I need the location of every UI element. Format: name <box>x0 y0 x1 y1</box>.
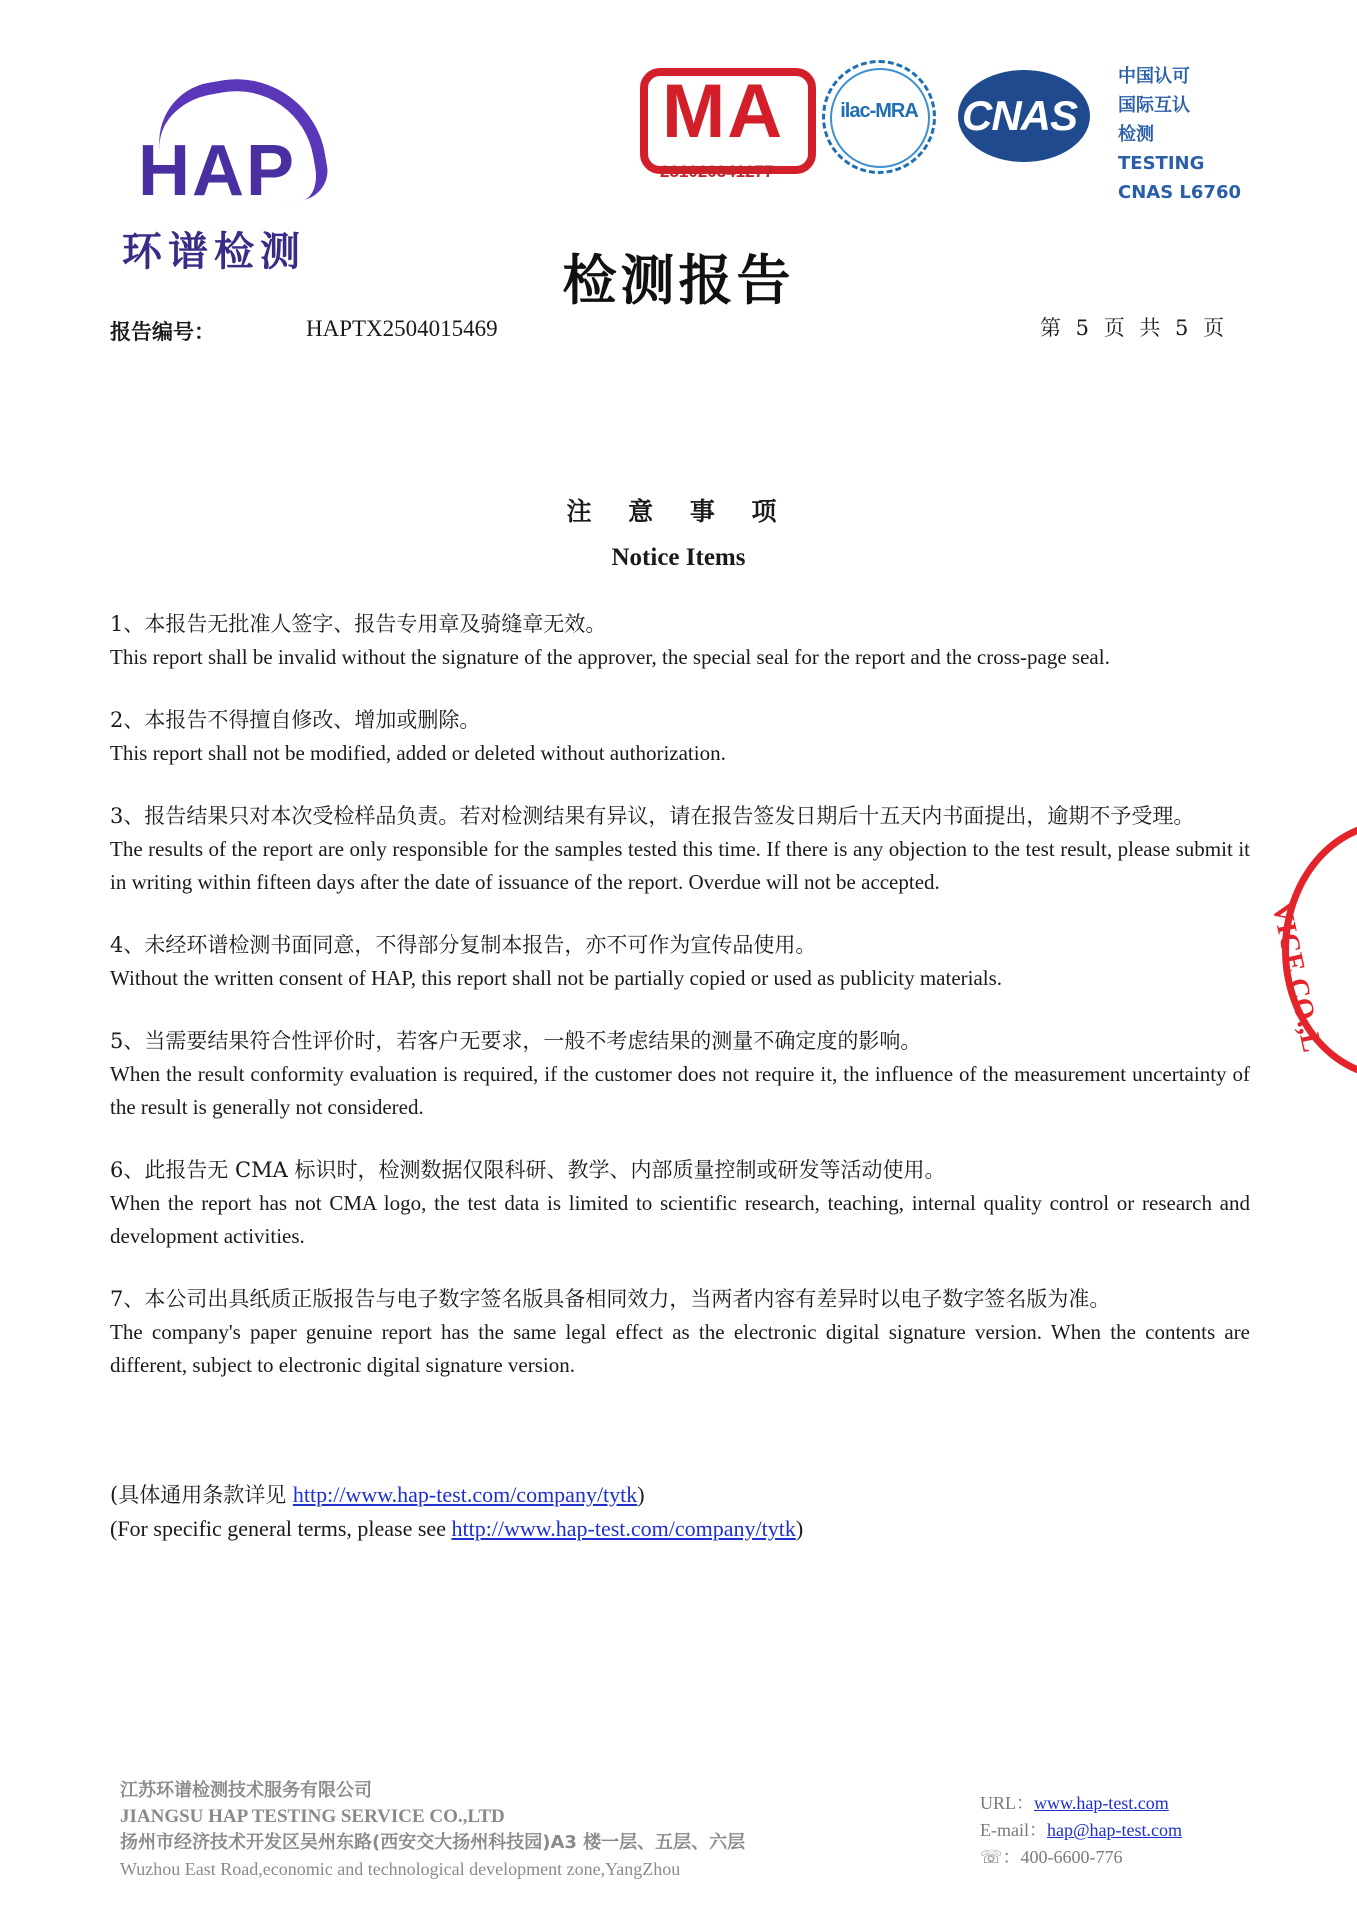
footer-phone-value: 400-6600-776 <box>1020 1847 1123 1867</box>
notice-item-en: When the report has not CMA logo, the test data is limited to scientific research, teaching, internal quality control or research and development activities. <box>110 1191 1250 1248</box>
notice-item-zh: 5、当需要结果符合性评价时，若客户无要求，一般不考虑结果的测量不确定度的影响。 <box>110 1029 922 1053</box>
notice-item-zh: 1、本报告无批准人签字、报告专用章及骑缝章无效。 <box>110 612 607 636</box>
notice-item <box>110 800 1250 899</box>
hap-logo-text: HAP <box>138 131 297 211</box>
footer-email-label: E-mail： <box>980 1820 1047 1840</box>
terms-suffix: ) <box>637 1482 645 1507</box>
notice-item <box>110 608 1250 674</box>
notice-item <box>110 704 1250 770</box>
footer-company-en: JIANGSU HAP TESTING SERVICE CO.,LTD <box>120 1806 505 1827</box>
seal-text: VICE CO.,L <box>1265 900 1328 1055</box>
notice-item <box>110 1283 1250 1382</box>
footer-url-label: URL： <box>980 1793 1034 1813</box>
terms-suffix: ) <box>795 1516 804 1541</box>
notice-item-en: This report shall not be modified, added or deleted without authorization. <box>110 741 726 765</box>
terms-link-en[interactable]: http://www.hap-test.com/company/tytk <box>451 1516 796 1541</box>
terms-en-prefix: (For specific general terms, please see <box>110 1516 452 1541</box>
notice-title-en: Notice Items <box>611 544 746 571</box>
ilac-mra-logo <box>822 60 942 180</box>
terms-zh-prefix: (具体通用条款详见 <box>110 1483 293 1507</box>
cma-number: 231020341277 <box>660 162 774 181</box>
cnas-accreditation-text <box>1118 62 1241 207</box>
company-seal-stamp <box>1265 820 1357 1080</box>
page-info: 第 5 页 共 5 页 <box>1040 316 1225 340</box>
footer-phone-row <box>980 1844 1182 1871</box>
notice-item-en: Without the written consent of HAP, this report shall not be partially copied or used as publicity materials. <box>110 966 1003 990</box>
general-terms <box>110 1478 803 1545</box>
footer-url-row <box>980 1790 1182 1817</box>
terms-link-zh[interactable]: http://www.hap-test.com/company/tytk <box>292 1482 638 1507</box>
notice-item-en: This report shall be invalid without the signature of the approver, the special seal for the report and the cross-page seal. <box>110 645 1110 669</box>
footer-phone-label: ： <box>1002 1847 1021 1867</box>
footer-address-en: Wuzhou East Road,economic and technological development zone,YangZhou <box>120 1859 681 1879</box>
footer-address-zh: 扬州市经济技术开发区吴州东路(西安交大扬州科技园)A3 楼一层、五层、六层 <box>120 1832 746 1853</box>
terms-zh-line <box>110 1478 803 1512</box>
cnas-line: 检测 <box>1118 124 1154 145</box>
notice-item-zh: 6、此报告无 CMA 标识时，检测数据仅限科研、教学、内部质量控制或研发等活动使用。 <box>110 1158 946 1182</box>
cnas-line: TESTING <box>1118 153 1205 174</box>
cma-logo <box>640 62 810 182</box>
footer-email-link[interactable]: hap@hap-test.com <box>1046 1820 1183 1840</box>
footer-contact <box>980 1790 1182 1871</box>
ilac-logo-text: ilac-MRA <box>840 100 918 122</box>
footer-url-link[interactable]: www.hap-test.com <box>1034 1793 1169 1813</box>
cnas-line: 国际互认 <box>1118 95 1190 116</box>
notice-item <box>110 1154 1250 1253</box>
cnas-line: CNAS L6760 <box>1118 182 1242 203</box>
footer-company-zh: 江苏环谱检测技术服务有限公司 <box>120 1780 372 1801</box>
notice-item-zh: 4、未经环谱检测书面同意，不得部分复制本报告，亦不可作为宣传品使用。 <box>110 933 817 957</box>
report-number-value: HAPTX2504015469 <box>306 316 498 341</box>
notice-item <box>110 929 1250 995</box>
notice-item-en: When the result conformity evaluation is required, if the customer does not require it, the influence of the measurement uncertainty of the result is generally not considered. <box>110 1062 1250 1119</box>
report-number-label: 报告编号： <box>110 320 215 344</box>
notice-item-zh: 3、报告结果只对本次受检样品负责。若对检测结果有异议，请在报告签发日期后十五天内书面提出，逾期不予受理。 <box>110 804 1195 828</box>
notice-title-zh: 注 意 事 项 <box>566 497 791 526</box>
notice-list <box>110 608 1250 1412</box>
notice-item-en: The company's paper genuine report has the same legal effect as the electronic digital signature version. When the contents are different, subject to electronic digital signature version. <box>110 1320 1250 1377</box>
notice-item-zh: 7、本公司出具纸质正版报告与电子数字签名版具备相同效力，当两者内容有差异时以电子数字签名版为准。 <box>110 1287 1111 1311</box>
footer-email-row <box>980 1817 1182 1844</box>
footer-company-info <box>120 1778 745 1882</box>
terms-en-line <box>110 1512 803 1545</box>
notice-item-en: The results of the report are only responsible for the samples tested this time. If there is any objection to the test result, please submit it in writing within fifteen days after the date of issuance of the report. Overdue will not be accepted. <box>110 837 1250 894</box>
cnas-logo <box>958 66 1098 166</box>
cma-logo-text: MA <box>662 69 785 154</box>
notice-item-zh: 2、本报告不得擅自修改、增加或删除。 <box>110 708 481 732</box>
notice-item <box>110 1025 1250 1124</box>
phone-icon: ☏ <box>980 1847 1003 1867</box>
cnas-line: 中国认可 <box>1118 66 1190 87</box>
cnas-logo-text: CNAS <box>962 92 1078 139</box>
report-title: 检测报告 <box>562 248 795 312</box>
hap-logo-zh: 环谱检测 <box>122 229 306 275</box>
